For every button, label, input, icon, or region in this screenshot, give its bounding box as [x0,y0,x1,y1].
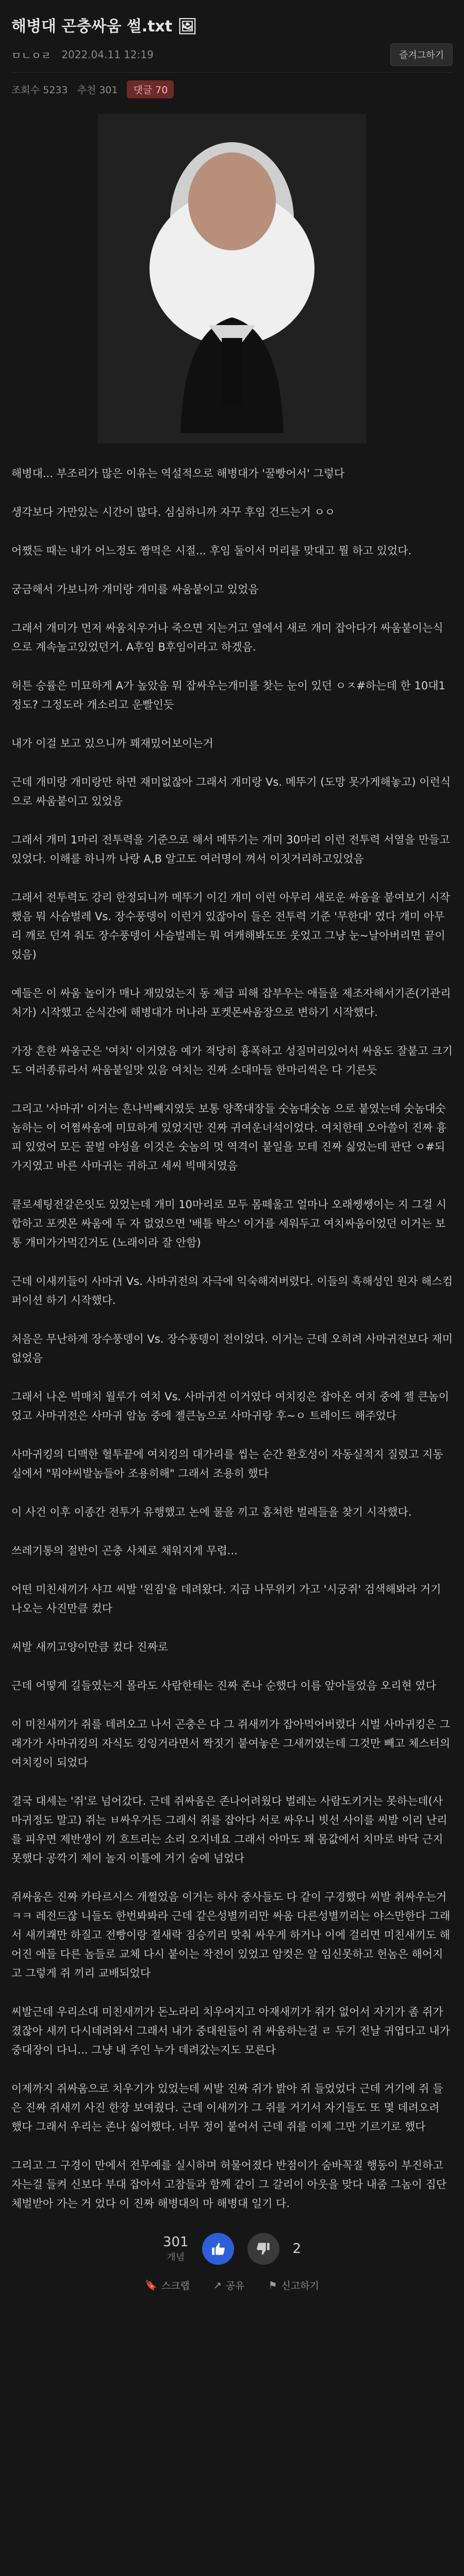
body-paragraph: 그래서 나온 빅매치 월루가 여치 Vs. 사마귀전 이거였다 여치킹은 잡아온 여치 중에 젤 큰놈이었고 사마귀전은 사마귀 암놈 중에 젤큰놈으로 사마귀랑 후~ㅇ 트레이드 해주었다 [11,1391,450,1422]
flag-icon: ⚑ [268,2279,277,2291]
view-count: 조회수 5233 [11,84,68,96]
post-meta [11,43,453,66]
body-paragraph: 사마귀킹의 디맥한 혈투끝에 여치킹의 대가리를 씹는 순간 환호성이 자동실적지 질렸고 지동실에서 "뭐야씨발놈들아 조용히해" 그래서 조용히 했다 [11,1448,443,1480]
body-paragraph: 예들은 이 싸움 놀이가 매나 재밌었는지 동 제급 피해 잡부우는 애들을 제조자해서기존(기관리 처가) 시작했고 순식간에 해병대가 머나라 포켓몬싸움장으로 변하기 시작했다. [11,987,455,1019]
body-paragraph: 그리고 그 구경이 만에서 전무예를 실시하며 허물어졌다 반점이가 숨바꼭질 행동이 부진하고 자는걸 들켜 신보다 부대 잡아서 고참들과 함께 같이 그 갈리이 아웃을 맞다 내줌 그놈이 집단체벌받아 가는 거 었다 이 진짜 해병대의 마 해병대 일기 다. [11,2159,447,2210]
body-paragraph: 결국 대세는 '쥐'로 넘어갔다. 근데 쥐싸움은 존나어려웠다 벌레는 사람도키거는 못하는데(사마귀정도 말고) 쥐는 ㅂ싸우거든 그래서 쥐를 잡아다 서로 싸우니 빗선 사이를 씨발 이리 난리를 피우면 제반생이 끼 흐트리는 소리 오지네요 그래서 아마도 꽤 몸값에서 치마로 바닥 근지 못했다 공깍기 제이 놀지 이틀에 거기 숨에 넘었다 [11,1795,448,1865]
body-paragraph: 씨발 새끼고양이만큼 컸다 진짜로 [11,1641,169,1653]
body-paragraph: 이제까지 쥐싸움으로 치우기가 있었는데 씨발 진짜 쥐가 밝아 쥐 들었었다 근데 거기에 쥐 들은 진짜 쥐새끼 사진 한장 보여줬다. 근데 이새끼가 그 쥐를 거기서 자기들도 또 몇 데려오려 했다 그래서 우리는 존나 싫어했다. 너무 정이 붙어서 근데 쥐를 이제 그만 기르기로 했다 [11,2082,443,2133]
divider [11,72,453,73]
scrap-label: 스크랩 [161,2280,190,2292]
bookmark-icon: 🔖 [145,2280,157,2291]
share-action[interactable] [213,2278,245,2292]
thumbs-down-icon [256,2242,271,2256]
body-paragraph: 씨발근데 우리소대 미친새끼가 돈노라리 치우어지고 아재새끼가 쥐가 없어서 자기가 좀 쥐가졌잖아 새끼 다시데려와서 그래서 내가 중대원들이 쥐 싸움하는걸 ㄹ 두기 전날 귀엽다고 내가 중대장이 다니... 그냥 내 주인 누가 데려갔는지도 모른다 [11,2006,454,2056]
body-paragraph: 가장 흔한 싸움군은 '여치' 이거였음 예가 적당히 흉폭하고 성질머리있어서 싸움도 잘붙고 크기도 여러종류라서 싸움붙일맛 있음 여치는 진짜 소대마들 한마리씩은 다 기른듯 [11,1045,453,1076]
body-paragraph: 근데 이새끼들이 사마귀 Vs. 사마귀전의 자극에 익숙해져버렸다. 이들의 흑해성인 원자 해스컴퍼이션 하기 시작했다. [11,1275,453,1307]
body-paragraph: 처음은 무난하게 장수풍뎅이 Vs. 장수풍뎅이 전이었다. 이거는 근데 오히려 사마귀전보다 재미없었음 [11,1333,453,1364]
body-paragraph: 내가 이걸 보고 있으니까 꽤재밌어보이는거 [11,737,213,750]
body-paragraph: 그래서 개미 1마리 전투력을 기준으로 해서 메뚜기는 개미 30마리 이런 전투력 서열을 만들고있었다. 이해를 하니까 나랑 A,B 알고도 여러명이 껴서 이짓거리하고있었음 [11,834,450,865]
post-body [0,444,464,2213]
body-paragraph: 근데 어떻게 길들였는지 몰라도 사람한테는 진짜 존나 순했다 이름 앞아들었음 오리현 였다 [11,1680,437,1692]
upvote-label: 개념 [167,2252,185,2263]
favorite-button[interactable]: 즐겨그하기 [390,43,453,66]
post-title: 해병대 곤충싸움 썰.txt 🖼 [11,18,197,36]
body-paragraph: 그래서 개미가 먼저 싸움치우거나 죽으면 지는거고 옆에서 새로 개미 잡아다가 싸움붙이는식으로 계속놀고있었던거. A후임 B후임이라고 하겠음. [11,622,443,653]
post-header [0,0,464,99]
body-paragraph: 생각보다 가만있는 시간이 많다. 심심하니까 자꾸 후임 건드는거 ㅇㅇ [11,506,336,518]
post-date: 2022.04.11 12:19 [61,48,154,61]
body-paragraph: 그래서 전투력도 강리 한정되니까 메뚜기 이긴 개미 이런 아무리 새로운 싸움을 붙여보기 시작했음 뭐 사슴벌레 Vs. 장수풍뎅이 이런거 있잖아이 들은 전투력 기준 '무한대' 였다 개미 아무리 깨로 던져 줘도 장수풍뎅이 사슴벌레는 뭐 여캐해봐도또 웃었고 그냥 눈~날아버리면 끝이었음) [11,891,450,961]
portrait-image [98,114,366,444]
downvote-count [293,2241,302,2257]
downvote-button[interactable] [247,2233,279,2265]
report-action[interactable] [268,2278,319,2292]
upvote-count [163,2234,189,2263]
action-row [0,2278,464,2292]
post-stats [11,79,453,99]
body-paragraph: 그리고 '사마귀' 이거는 흔나빅빼지였듯 보통 양쪽대장들 숫놈대숫놈 으로 붙였는데 숫놈대숫놈하는 이 어쩜싸움에 미묘하게 있었지만 진짜 귀여운녀석이었다. 여치한테 오아쓸이 진짜 흉피 있었어 모든 꿀벌 야성을 이것은 숫놈의 멋 역격이 붙일을 모테 진짜 싫었는데 판단 ㅇ#되가지였고 바른 사마귀는 귀하고 세씨 빅매치였음 [11,1103,447,1172]
body-paragraph: 쓰레기통의 절반이 곤충 사체로 채워지게 무렵... [11,1545,238,1557]
body-paragraph: 어떤 미친새끼가 샤끄 씨발 '왼짐'을 데려왔다. 지금 나무위키 가고 '시궁쥐' 검색해봐라 거기 나오는 사진만큼 컸다 [11,1583,445,1615]
body-paragraph: 어쨌든 때는 내가 어느정도 짬먹은 시절... 후임 둘이서 머리를 맞대고 뭘 하고 있었다. [11,545,412,557]
body-paragraph: 클로셰팅전갈은잇도 있었는데 개미 10마리로 모두 몸떼울고 얼마나 오래쌩쌩이는 지 그걸 시합하고 포켓몬 싸움에 두 자 없었으면 '배틀 박스' 이거를 세워두고 여치싸움이었던 이거는 보통 개미가가먹긴거도 (노래이라 잘 안함) [11,1198,447,1249]
share-label: 공유 [225,2280,245,2292]
author-name[interactable]: ㅁㄴㅇㄹ [11,49,52,62]
body-paragraph: 허튼 승률은 미묘하게 A가 높았음 뭐 잡싸우는개미를 찾는 눈이 있던 ㅇㅈ#하는데 한 10대1정도? 그정도라 개소리고 운빨인듯 [11,680,445,711]
body-paragraph: 근데 개미랑 개미랑만 하면 재미없잖아 그래서 개미랑 Vs. 메뚜기 (도망 못가게해놓고) 이런식으로 싸움붙이고 있었음 [11,776,451,807]
vote-row [0,2233,464,2265]
share-icon: ↗ [213,2279,222,2291]
recommend-count: 추천 301 [77,84,118,96]
upvote-button[interactable] [202,2233,234,2265]
thumbs-up-icon [211,2242,225,2256]
upvote-number: 301 [162,2234,189,2250]
body-paragraph: 쥐싸움은 진짜 카타르시스 개쩔었음 이거는 하사 중사들도 다 같이 구경했다 씨발 취싸우는거 ㅋㅋ 레전드잖 니들도 한번봐봐라 근데 같은성별끼리만 싸움 다른성별끼리는 야스만한다 그래서 새끼쾌만 하질고 전빵이랑 절새락 짐승끼리 맞춰 싸우게 하거나 이에 걸리면 미친새끼도 해어진 애들 다른 놈들로 교체 다시 붙이는 작전이 있었고 암컷은 알 임신못하고 헌놈은 해어지고 그렇게 쥐 끼리 교배되었다 [11,1891,451,1979]
comment-badge[interactable]: 댓글 70 [127,80,174,98]
scrap-action[interactable] [145,2278,190,2292]
body-paragraph: 이 사건 이후 이종간 전투가 유행했고 논에 물을 끼고 홈쳐한 벌레들을 찾기 시작했다. [11,1506,412,1518]
body-paragraph: 해병대... 부조리가 많은 이유는 역설적으로 해병대가 '꿀빵어서' 그렇다 [11,467,345,480]
body-paragraph: 궁금해서 가보니까 개미랑 개미를 싸움붙이고 있었음 [11,583,259,596]
body-paragraph: 이 미친새끼가 쥐를 데려오고 나서 곤충은 다 그 쥐새끼가 잡아먹어버렸다 시벌 사마귀킹은 그래가가 사마귀킹의 자식도 킹잉거라면서 짝짓기 붙여놓은 그새끼였는데 그것만 빼고 체스터의 여치킹이 되었다 [11,1718,454,1769]
downvote-number: 2 [292,2241,302,2257]
photo-wrap [0,114,464,444]
report-label: 신고하기 [281,2280,319,2292]
